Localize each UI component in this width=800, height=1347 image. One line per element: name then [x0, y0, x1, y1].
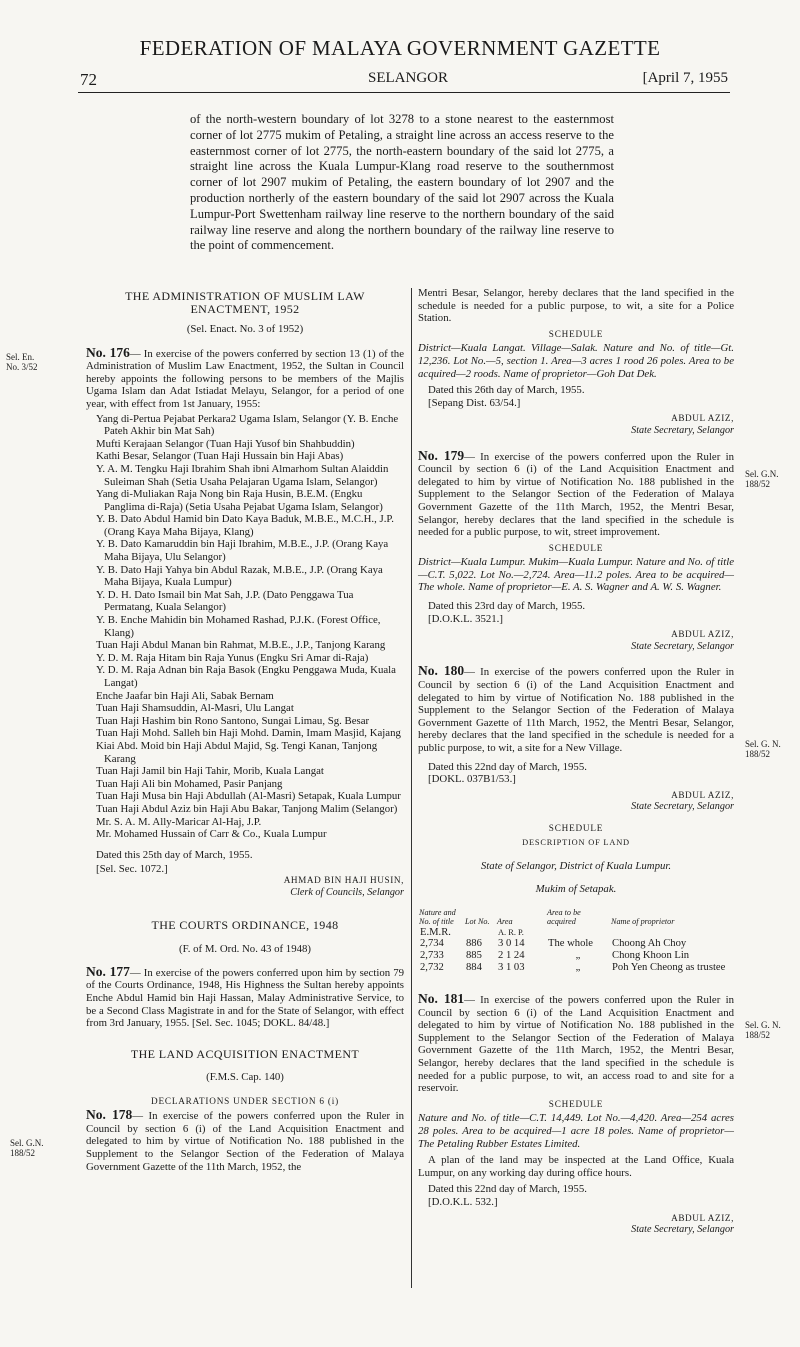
notice-178-text: — In exercise of the powers conferred upon the Ruler in Council by section 6 (i) of the Land Acquisition Enactment and delegated to him by virtue of Notification No. 188 published in the Supplement to the Selangor Section of the Federation of Malaya Government Gazette of the 11th March, 1952, the [86, 1110, 405, 1173]
header-rule [78, 92, 730, 93]
notice-179 [418, 447, 735, 654]
member-item: Kathi Besar, Selangor (Tuan Haji Hussain bin Haji Abas) [96, 450, 344, 463]
notice-177 [86, 919, 404, 1030]
table-cell: Poh Yen Cheong as trustee [612, 961, 726, 973]
notice-179-body [418, 447, 735, 539]
member-item: Mufti Kerajaan Selangor (Tuan Haji Yusof bin Shahbuddin) [96, 437, 355, 450]
table-cell: Choong Ah Choy [612, 938, 687, 950]
member-item: Tuan Haji Ali bin Mohamed, Pasir Panjang [96, 777, 283, 790]
notice-178-dated: Dated this 26th day of March, 1955. [428, 384, 585, 397]
margin-note-176: Sel. En. No. 3/52 [6, 352, 38, 372]
notice-178-body [86, 1109, 404, 1173]
column-header: Lot No. [465, 916, 490, 926]
notice-181-schedule: Nature and No. of title—C.T. 14,449. Lot No.—4,420. Area—254 acres 28 poles. Area to be acquired—1 acre 18 poles. Name of proprietor—The Petaling Rubber Estates Limited. [418, 1112, 734, 1150]
schedule-mukim-line: Mukim of Setapak. [535, 883, 617, 896]
notice-178-schedule-label: SCHEDULE [548, 328, 604, 339]
notice-177-text: — In exercise of the powers conferred upon him by section 79 of the Courts Ordinance, 1948, His Highness the Sultan hereby appoints Enche Abdul Hamid bin Haji Hassan, Malay Administrative Service, to be a Second Class Magistrate in and for the State of Selangor, with effect from 3rd January, 1955. [Sel. Sec. 1045; DOKL. 84/48.] [86, 966, 405, 1030]
left-column [86, 290, 404, 1173]
notice-179-schedule: District—Kuala Lumpur. Mukim—Kuala Lumpur. Nature and No. of title—C.T. 5,022. Lot No.—2,724. Area—11.2 poles. Area to be acquired—The whole. Name of proprietor—E. A. S. Wagner and A. W. S. Wagner. [418, 556, 734, 594]
member-item: Tuan Haji Abdul Aziz bin Haji Abu Bakar, Tanjong Malim (Selangor) [96, 802, 398, 815]
table-cell: E.M.R. [420, 926, 451, 938]
table-cell: 884 [466, 961, 482, 973]
notice-176-text: — In exercise of the powers conferred by section 13 (1) of the Administration of Muslim Law Enactment, 1952, the Sultan in Council hereby appoints the following persons to be members of the Majlis Ugama Islam dan Adat Istiadat Melayu, Selangor, for a period of one year, with effect from 1st January, 1955: [86, 347, 404, 410]
notice-181-number: No. 181 [418, 991, 465, 1007]
column-header: Nature and No. of title [419, 907, 456, 926]
table-cell: The whole [548, 938, 594, 950]
table-cell: 2,733 [420, 949, 444, 961]
notice-176-dated: Dated this 25th day of March, 1955. [96, 848, 253, 861]
notice-176-signatory-title: Clerk of Councils, Selangor [290, 886, 404, 898]
member-item: Tuan Haji Shamsuddin, Al-Masri, Ulu Langat [96, 702, 294, 715]
table-cell: „ [575, 949, 581, 961]
notice-181-dated: Dated this 22nd day of March, 1955. [428, 1183, 587, 1196]
schedule-header-row [418, 907, 734, 927]
member-item: Y. D. H. Dato Ismail bin Mat Sah, J.P. (Dato Penggawa Tua Permatang, Kuala Selangor) [96, 588, 354, 614]
notice-180-number: No. 180 [418, 663, 465, 679]
notice-180 [418, 665, 734, 973]
table-row [418, 927, 734, 939]
notice-178-number: No. 178 [86, 1107, 133, 1123]
schedule-table [418, 907, 734, 973]
member-item: Tuan Haji Musa bin Haji Abdullah (Al-Masri) Setapak, Kuala Lumpur [96, 790, 401, 803]
member-item: Yang di-Muliakan Raja Nong bin Raja Husin, B.E.M. (Engku Panglima di-Raja) (Setia Usaha Pejabat Ugama Islam, Selangor) [96, 488, 383, 513]
notice-178-subheading: (F.M.S. Cap. 140) [206, 1071, 284, 1084]
table-row [418, 962, 734, 974]
notice-181-body [418, 993, 734, 1095]
notice-178-ref: [Sepang Dist. 63/54.] [428, 396, 521, 409]
notice-180-body [418, 665, 734, 754]
member-item: Mr. S. A. M. Ally-Maricar Al-Haj, J.P. [96, 815, 262, 828]
table-cell: 3 1 03 [498, 961, 525, 973]
member-item: Y. A. M. Tengku Haji Ibrahim Shah ibni Almarhom Sultan Alaiddin Suleiman Shah (Setia Usaha Pelajaran Ugama Islam, Selangor) [96, 462, 389, 488]
notice-177-body [86, 963, 405, 1030]
notice-179-ref: [D.O.K.L. 3521.] [428, 612, 503, 625]
notice-179-dated: Dated this 23rd day of March, 1955. [428, 600, 586, 613]
notice-178-signatory-title: State Secretary, Selangor [631, 424, 734, 436]
table-cell: 2 1 24 [498, 949, 525, 961]
notice-179-signatory-title: State Secretary, Selangor [631, 640, 734, 652]
notice-180-ref: [DOKL. 037B1/53.] [428, 773, 516, 786]
declarations-label: DECLARATIONS UNDER SECTION 6 (i) [151, 1095, 339, 1106]
notice-181-plan: A plan of the land may be inspected at the Land Office, Kuala Lumpur, on any working day during office hours. [418, 1154, 734, 1179]
state-name: SELANGOR [368, 70, 449, 86]
table-cell: Chong Khoon Lin [612, 949, 690, 961]
members-list [96, 413, 404, 841]
margin-note-180: Sel. G. N. 188/52 [745, 739, 781, 759]
member-item: Enche Jaafar bin Haji Ali, Sabak Bernam [96, 689, 274, 702]
column-header: Area [497, 916, 513, 926]
notice-177-subheading: (F. of M. Ord. No. 43 of 1948) [179, 942, 311, 955]
member-item: Yang di-Pertua Pejabat Perkara2 Ugama Islam, Selangor (Y. B. Enche Pateh Akhir bin Mat Sah) [96, 412, 399, 438]
table-cell: „ [575, 961, 581, 973]
issue-date: [April 7, 1955 [642, 70, 728, 86]
table-cell [546, 927, 610, 939]
notice-179-number: No. 179 [418, 447, 465, 463]
member-item: Tuan Haji Abdul Manan bin Rahmat, M.B.E., J.P., Tanjong Karang [96, 639, 386, 652]
notice-178-continuation: Mentri Besar, Selangor, hereby declares that the land specified in the schedule is needed for a public purpose, to wit, a site for a Police Station. [418, 287, 734, 325]
member-item: Tuan Haji Hashim bin Rono Santono, Sungai Limau, Sg. Besar [96, 714, 370, 727]
notice-181-signatory: ABDUL AZIZ, [671, 1212, 734, 1223]
notice-176-ref: [Sel. Sec. 1072.] [96, 863, 168, 876]
notice-180-signatory-title: State Secretary, Selangor [631, 801, 734, 813]
member-item: Tuan Haji Jamil bin Haji Tahir, Morib, Kuala Langat [96, 765, 324, 778]
column-divider [411, 288, 412, 1288]
notice-181-text: — In exercise of the powers conferred upon the Ruler in Council by section 6 (i) of the Land Acquisition Enactment and delegated to him by virtue of Notification No. 188 published in the Supplement to the Selangor Section of the Federation of Malaya Government Gazette of the 11th March, 1952, the Mentri Besar, Selangor, hereby declares that the land specified in the schedule is needed for a public purpose, to wit, an access road to and site for a reservoir. [418, 994, 735, 1095]
member-item: Y. D. M. Raja Adnan bin Raja Basok (Engku Penggawa Muda, Kuala Langat) [96, 664, 396, 690]
description-label: DESCRIPTION OF LAND [522, 837, 630, 847]
table-row [418, 950, 734, 962]
table-cell: 3 0 14 [498, 938, 525, 950]
member-item: Kiai Abd. Moid bin Haji Abdul Majid, Sg. Tengi Kanan, Tanjong Karang [96, 739, 378, 765]
notice-179-signatory: ABDUL AZIZ, [671, 629, 734, 640]
notice-181-signatory-title: State Secretary, Selangor [631, 1224, 734, 1236]
gazette-title: FEDERATION OF MALAYA GOVERNMENT GAZETTE [139, 36, 661, 60]
margin-note-179: Sel. G.N. 188/52 [745, 469, 779, 489]
notice-180-text: — In exercise of the powers conferred upon the Ruler in Council by section 6 (i) of the Land Acquisition Enactment and delegated to him by virtue of Notification No. 188 published in the Supplement to the Selangor Section of the Federation of Malaya Government Gazette of 11th March, 1952, the Mentri Besar, Selangor, hereby declares that the land specified in the schedule is needed for a public purpose, to wit, a site for a New Village. [418, 666, 735, 754]
notice-181-schedule-label: SCHEDULE [548, 1098, 604, 1109]
table-cell: 885 [466, 949, 482, 961]
notice-178-schedule: District—Kuala Langat. Village—Salak. Nature and No. of title—Gt. 12,236. Lot No.—5, section 1. Area—3 acres 1 rood 26 poles. Area to be acquired—2 roods. Name of proprietor—Goh Dat Dek. [418, 342, 734, 380]
notice-180-signatory: ABDUL AZIZ, [671, 789, 734, 800]
notice-177-heading: THE COURTS ORDINANCE, 1948 [151, 918, 339, 933]
notice-179-schedule-label: SCHEDULE [548, 542, 604, 553]
member-item: Y. B. Dato Haji Yahya bin Abdul Razak, M.B.E., J.P. (Orang Kaya Maha Bijaya, Kuala Lumpur) [96, 563, 383, 589]
table-cell: 2,732 [420, 961, 444, 973]
table-cell: 886 [466, 938, 482, 950]
notice-179-text: — In exercise of the powers conferred upon the Ruler in Council by section 6 (i) of the Land Acquisition Enactment and delegated to him by virtue of Notification No. 188 published in the Supplement to the Selangor Section of the Federation of Malaya Government Gazette of the 11th March, 1952, the Mentri Besar, Selangor, hereby declares that the land specified in the schedule is needed for a public purpose, to wit, street improvement. [418, 450, 735, 539]
page-header-row [78, 70, 728, 90]
page-number: 72 [80, 70, 97, 89]
notice-181 [418, 993, 734, 1237]
notice-176-subheading: (Sel. Enact. No. 3 of 1952) [186, 323, 304, 336]
table-cell [464, 927, 496, 939]
notice-176-heading: THE ADMINISTRATION OF MUSLIM LAW ENACTMENT, 1952 [125, 289, 365, 316]
notice-178-signatory: ABDUL AZIZ, [671, 413, 734, 424]
notice-176-body [86, 344, 404, 411]
notice-181-ref: [D.O.K.L. 532.] [428, 1196, 498, 1209]
notice-177-number: No. 177 [86, 963, 130, 979]
table-cell: A. R. P. [498, 927, 524, 937]
member-item: Y. B. Dato Kamaruddin bin Haji Ibrahim, M.B.E., J.P. (Orang Kaya Maha Bijaya, Ulu Selangor) [96, 538, 389, 564]
table-cell [610, 927, 734, 939]
notice-178 [86, 1048, 404, 1173]
notice-180-dated: Dated this 22nd day of March, 1955. [428, 760, 587, 773]
intro-paragraph: of the north-western boundary of lot 3278 to a stone nearest to the easternmost corner of lot 2775 mukim of Petaling, a straight line across an access reserve to the easternmost corner of lot 2775, the north-eastern boundary of the said lot 2775, a straight line across the Kuala Lumpur-Klang road reserve to the southernmost corner of lot 2907 mukim of Petaling, the eastern boundary of lot 2907 and the production northerly of the eastern boundary of the said lot 2907 across the Kuala Lumpur-Port Swettenham railway line reserve to the northern boundary of the said railway line reserve and along the northern boundary of the railway line reserve to the point of commencement. [190, 112, 614, 253]
notice-176-signatory: AHMAD BIN HAJI HUSIN, [283, 874, 404, 885]
member-item: Tuan Haji Mohd. Salleh bin Haji Mohd. Damin, Imam Masjid, Kajang [96, 727, 401, 740]
member-item: Y. B. Dato Abdul Hamid bin Dato Kaya Baduk, M.B.E., M.C.H., J.P. (Orang Kaya Maha Bijaya, Klang) [96, 513, 394, 538]
notice-176-number: No. 176 [86, 344, 130, 360]
notice-180-schedule-label: SCHEDULE [548, 822, 604, 833]
table-cell: 2,734 [420, 938, 444, 950]
column-header: Area to be acquired [547, 907, 581, 926]
column-header: Name of proprietor [611, 916, 675, 926]
margin-note-178: Sel. G.N. 188/52 [10, 1138, 44, 1158]
margin-note-181: Sel. G. N. 188/52 [745, 1020, 781, 1040]
notice-178-continued [418, 287, 734, 438]
table-row [418, 938, 734, 950]
member-item: Y. D. M. Raja Hitam bin Raja Yunus (Engku Sri Amar di-Raja) [96, 651, 369, 664]
member-item: Mr. Mohamed Hussain of Carr & Co., Kuala Lumpur [96, 828, 327, 841]
member-item: Y. B. Enche Mahidin bin Mohamed Rashad, P.J.K. (Forest Office, Klang) [96, 614, 381, 639]
right-column [418, 287, 734, 1237]
notice-178-heading: THE LAND ACQUISITION ENACTMENT [130, 1046, 360, 1061]
schedule-state-line: State of Selangor, District of Kuala Lumpur. [480, 859, 672, 872]
notice-176 [86, 290, 404, 899]
